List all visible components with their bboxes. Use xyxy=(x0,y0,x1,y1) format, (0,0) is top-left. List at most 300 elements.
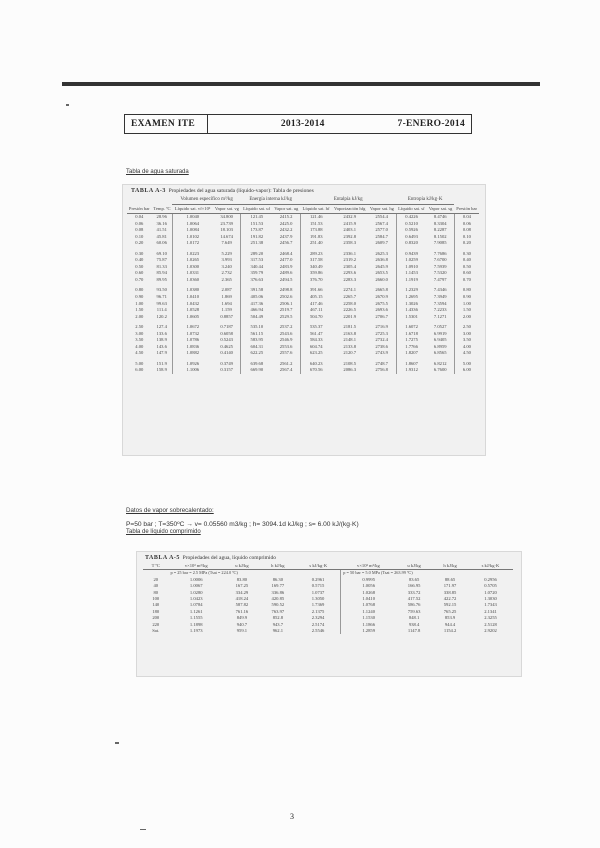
table-cell: 761.16 xyxy=(235,608,249,614)
table-cell: 0.04 xyxy=(454,214,479,221)
table-cell: 151.53 xyxy=(241,221,272,228)
column-header: v×10³ m³/kg xyxy=(169,563,224,570)
table-cell: 2725.3 xyxy=(375,330,388,336)
table-cell: 1.00 xyxy=(454,301,479,308)
table-cell: 1.7766 xyxy=(396,344,427,351)
table-cell: 120.2 xyxy=(156,313,167,319)
table-cell: 1.3050 xyxy=(311,596,325,602)
table-cell: 96.71 xyxy=(156,294,167,300)
table-cell: 121.46 xyxy=(300,214,331,221)
table-cell: 2675.5 xyxy=(375,300,388,306)
table-cell: 2.1341 xyxy=(484,608,497,614)
table-cell: 940.7 xyxy=(236,621,248,627)
table-cell: 166.95 xyxy=(407,583,421,589)
table-cell: 0.20 xyxy=(454,240,479,247)
table-cell: 2693.6 xyxy=(375,307,388,313)
table-cell: 1.0064 xyxy=(172,221,212,228)
table-cell: 1154.2 xyxy=(443,628,457,634)
table-cell: 1.2329 xyxy=(396,283,427,294)
table-cell: 0.60 xyxy=(135,270,144,276)
saturated-table-label: TABLA A-3 xyxy=(131,188,166,194)
table-cell: 111.4 xyxy=(156,307,167,313)
table-cell: 504.49 xyxy=(241,314,272,321)
table-cell: 583.95 xyxy=(241,337,272,344)
table-cell: 121.45 xyxy=(241,214,272,221)
table-cell: 0.9995 xyxy=(341,577,396,583)
column-header: u kJ/kg xyxy=(396,563,432,570)
table-cell: 0.10 xyxy=(454,234,479,241)
table-cell: 1.0380 xyxy=(172,283,212,294)
table-cell: 3.993 xyxy=(221,257,232,263)
table-cell: 763.97 xyxy=(271,608,285,614)
table-cell: 2670.9 xyxy=(375,294,388,300)
table-cell: 2.3294 xyxy=(311,615,325,621)
table-cell: 83.65 xyxy=(408,576,420,582)
table-cell: 1.1973 xyxy=(189,628,203,634)
table-cell: 2.5174 xyxy=(311,621,325,627)
table-cell: 6.8212 xyxy=(433,360,447,366)
table-cell: 251.40 xyxy=(300,240,331,247)
column-header: Presión bar xyxy=(454,205,479,214)
table-cell: 289.20 xyxy=(241,247,272,258)
table-cell: 0.50 xyxy=(454,264,479,271)
compressed-table-grid xyxy=(143,563,513,634)
table-cell: 2494.5 xyxy=(279,276,293,282)
table-cell: 0.10 xyxy=(135,233,144,239)
column-header: Vapor sat. ug xyxy=(272,205,300,214)
table-cell: 1.50 xyxy=(135,307,144,313)
table-cell: 622.25 xyxy=(241,350,272,357)
table-cell: 1.1453 xyxy=(396,270,427,277)
table-cell: 1.159 xyxy=(221,307,232,313)
table-cell: 2283.3 xyxy=(343,276,357,282)
table-cell: 1.1006 xyxy=(172,367,212,374)
table-cell: 133.6 xyxy=(156,330,167,336)
table-cell: 2561.2 xyxy=(279,360,293,366)
table-cell: 0.40 xyxy=(135,257,144,263)
table-cell: 1.0720 xyxy=(484,589,497,595)
table-cell: 759.63 xyxy=(407,608,421,614)
table-cell: 0.90 xyxy=(135,294,144,300)
table-cell: 6.00 xyxy=(135,367,144,373)
top-rule xyxy=(62,82,540,86)
table-cell: 1.1240 xyxy=(341,609,396,615)
table-cell: 2498.8 xyxy=(279,287,293,293)
table-cell: 173.87 xyxy=(241,227,272,234)
table-cell: 7.1271 xyxy=(433,313,447,319)
table-cell: 83.80 xyxy=(236,576,248,582)
table-cell: 2738.6 xyxy=(375,343,388,349)
table-cell: 639.68 xyxy=(241,357,272,368)
table-cell: 2.50 xyxy=(135,324,144,330)
table-cell: 592.15 xyxy=(443,602,457,608)
table-cell: 7.3594 xyxy=(433,300,447,306)
table-cell: 191.82 xyxy=(241,234,272,241)
table-cell: 0.04 xyxy=(135,214,144,219)
table-cell: 2415.9 xyxy=(343,220,357,226)
table-cell: 5.229 xyxy=(221,250,232,256)
table-cell: 943.7 xyxy=(272,621,284,627)
table-cell: 535.37 xyxy=(300,320,331,331)
table-cell: 2358.3 xyxy=(343,240,357,246)
table-cell: 2743.9 xyxy=(375,350,388,356)
compressed-table-caption xyxy=(137,552,521,563)
table-cell: 1.6072 xyxy=(396,320,427,331)
table-cell: 1.0067 xyxy=(189,583,203,589)
table-cell: 1.1898 xyxy=(189,621,203,627)
table-cell: 6.00 xyxy=(454,367,479,374)
condition-50bar: p = 50 bar = 5.0 MPa (Tsat = 263.99 ºC) xyxy=(341,570,513,577)
table-cell: 2.5546 xyxy=(311,628,325,634)
table-cell: 336.86 xyxy=(271,589,285,595)
table-cell: 2537.2 xyxy=(279,324,293,330)
table-cell: 334.29 xyxy=(235,589,249,595)
table-row xyxy=(127,283,479,294)
table-cell: 1.0423 xyxy=(189,596,203,602)
table-cell: 1.8607 xyxy=(396,357,427,368)
table-cell: 417.36 xyxy=(241,301,272,308)
table-cell: 2.732 xyxy=(221,270,232,276)
table-cell: 14.674 xyxy=(220,233,233,239)
table-cell: 2108.5 xyxy=(343,360,357,366)
table-cell: 1.2859 xyxy=(341,628,396,634)
table-cell: Sat. xyxy=(152,628,160,634)
table-cell: 2660.0 xyxy=(375,276,388,282)
table-cell: 8.4746 xyxy=(433,214,447,219)
table-cell: 151.9 xyxy=(156,360,167,366)
table-cell: 338.85 xyxy=(443,589,457,595)
table-cell: 140 xyxy=(152,602,160,608)
table-cell: 2706.7 xyxy=(375,313,388,319)
table-cell: 535.10 xyxy=(241,320,272,331)
table-row xyxy=(127,214,479,221)
table-cell: 1.0786 xyxy=(172,337,212,344)
table-cell: 1.0836 xyxy=(172,344,212,351)
table-cell: 7.649 xyxy=(221,240,232,246)
table-cell: 191.83 xyxy=(300,234,331,241)
table-cell: 7.0527 xyxy=(433,324,447,330)
table-cell: 317.53 xyxy=(241,257,272,264)
saturated-table-caption xyxy=(123,185,485,196)
table-cell: 81.33 xyxy=(156,263,167,269)
table-cell: 4.50 xyxy=(135,350,144,356)
table-cell: 2.9202 xyxy=(484,628,497,634)
table-cell: 1.0040 xyxy=(172,214,212,221)
table-cell: 171.97 xyxy=(443,583,457,589)
table-cell: 1.5301 xyxy=(396,314,427,321)
table-cell: 7.9085 xyxy=(433,240,447,246)
column-header: s kJ/kg·K xyxy=(296,563,341,570)
table-cell: 2425.0 xyxy=(279,220,293,226)
table-cell: 2415.2 xyxy=(279,214,293,219)
table-cell: 2.00 xyxy=(454,314,479,321)
table-cell: 2748.7 xyxy=(375,360,388,366)
table-cell: 1.869 xyxy=(221,294,232,300)
table-cell: 147.9 xyxy=(156,350,167,356)
table-cell: 2258.0 xyxy=(343,300,357,306)
table-cell: 45.81 xyxy=(156,233,167,239)
table-cell: 1.7369 xyxy=(311,602,325,608)
table-cell: 3.50 xyxy=(135,337,144,343)
table-cell: 376.70 xyxy=(300,277,331,284)
table-cell: 2.1375 xyxy=(311,608,325,614)
table-cell: 765.25 xyxy=(443,608,457,614)
table-cell: 2.087 xyxy=(221,287,232,293)
table-cell: 0.7187 xyxy=(220,324,233,330)
table-row xyxy=(143,628,513,634)
table-cell: 3.00 xyxy=(135,330,144,336)
table-cell: 0.08 xyxy=(454,227,479,234)
table-cell: 852.8 xyxy=(272,615,284,621)
table-cell: 2.3255 xyxy=(484,615,497,621)
table-cell: 173.88 xyxy=(300,227,331,234)
table-cell: 1.0732 xyxy=(172,331,212,338)
column-header: Líquido sat. uf xyxy=(241,205,272,214)
table-cell: 2201.9 xyxy=(343,313,357,319)
table-cell: 1.3030 xyxy=(484,596,497,602)
table-cell: 2506.1 xyxy=(279,300,293,306)
superheated-data: P=50 bar ; T=350ºC → v= 0.05560 m3/kg ; h= 3094.1d kJ/kg ; s= 6.00 kJ/(kg·K) xyxy=(126,521,359,528)
table-cell: 1.0882 xyxy=(172,350,212,357)
table-cell: 28.96 xyxy=(156,214,167,219)
table-cell: 2163.8 xyxy=(343,330,357,336)
table-cell: 220 xyxy=(152,621,160,627)
table-cell: 590.52 xyxy=(271,602,285,608)
table-cell: 561.15 xyxy=(241,331,272,338)
table-cell: 7.5320 xyxy=(433,270,447,276)
table-cell: 0.60 xyxy=(454,270,479,277)
table-cell: 2653.5 xyxy=(375,270,388,276)
column-header: u kJ/kg xyxy=(224,563,260,570)
table-cell: 2432.9 xyxy=(343,214,357,219)
table-cell: 1147.8 xyxy=(407,628,421,634)
table-cell: 333.72 xyxy=(407,589,421,595)
table-cell: 1.8207 xyxy=(396,350,427,357)
table-cell: 0.5705 xyxy=(484,583,497,589)
table-cell: 1.0259 xyxy=(396,257,427,264)
table-cell: 7.5939 xyxy=(433,263,447,269)
table-cell: 93.50 xyxy=(156,287,167,293)
table-cell: 6.7600 xyxy=(433,367,447,373)
table-cell: 359.86 xyxy=(300,270,331,277)
table-cell: 1.1261 xyxy=(189,608,203,614)
table-cell: 75.87 xyxy=(156,257,167,263)
table-cell: 417.52 xyxy=(407,596,421,602)
table-cell: 1.0528 xyxy=(172,307,212,314)
exam-date: 7-ENERO-2014 xyxy=(397,119,465,129)
table-cell: 849.9 xyxy=(236,615,248,621)
table-cell: 0.30 xyxy=(454,247,479,258)
table-cell: 138.9 xyxy=(156,337,167,343)
table-cell: 20 xyxy=(153,576,159,582)
column-header: h kJ/kg xyxy=(432,563,468,570)
table-cell: 604.31 xyxy=(241,344,272,351)
table-cell: 40 xyxy=(153,583,159,589)
column-header: Temp. ºC xyxy=(152,205,173,214)
table-cell: 418.24 xyxy=(235,596,249,602)
table-cell: 340.49 xyxy=(300,264,331,271)
table-cell: 6.9405 xyxy=(433,337,447,343)
table-cell: 1.1919 xyxy=(396,277,427,284)
superheated-title: Datos de vapor sobrecalentado: xyxy=(126,507,214,514)
table-cell: 2086.3 xyxy=(343,367,357,373)
table-cell: 0.30 xyxy=(135,250,144,256)
table-cell: 2546.9 xyxy=(279,337,293,343)
table-cell: 0.40 xyxy=(454,257,479,264)
table-cell: 6.9919 xyxy=(433,330,447,336)
table-cell: 3.240 xyxy=(221,263,232,269)
table-cell: 4.50 xyxy=(454,350,479,357)
table-cell: 417.46 xyxy=(300,301,331,308)
table-cell: 1.1530 xyxy=(341,615,396,621)
table-cell: 8.3304 xyxy=(433,220,447,226)
table-cell: 0.8320 xyxy=(396,240,427,247)
table-cell: 3.00 xyxy=(454,331,479,338)
table-cell: 587.82 xyxy=(235,602,249,608)
exam-year: 2013-2014 xyxy=(280,119,325,129)
table-cell: 2519.7 xyxy=(279,307,293,313)
scan-speck xyxy=(140,829,146,830)
table-cell: 405.15 xyxy=(300,294,331,301)
table-cell: 7.3949 xyxy=(433,294,447,300)
column-header: Líquido sat. hf xyxy=(300,205,331,214)
table-cell: 853.9 xyxy=(444,615,456,621)
table-cell: 2437.9 xyxy=(279,233,293,239)
table-cell: 0.08 xyxy=(135,227,144,233)
table-cell: 359.79 xyxy=(241,270,272,277)
saturated-table-caption-text: Propiedades del agua saturada (líquido-vapor): Tabla de presiones xyxy=(168,188,314,194)
table-cell: 0.3749 xyxy=(220,360,233,366)
table-cell: 2432.2 xyxy=(279,227,293,233)
table-cell: 0.90 xyxy=(454,294,479,301)
table-cell: 391.58 xyxy=(241,283,272,294)
group-volume: Volumen específico m³/kg xyxy=(172,196,241,205)
group-enthalpy: Entalpía kJ/kg xyxy=(300,196,396,205)
table-cell: 2319.2 xyxy=(343,257,357,263)
table-cell: 938.4 xyxy=(408,621,420,627)
table-row xyxy=(127,357,479,368)
table-row xyxy=(127,247,479,258)
table-cell: 251.38 xyxy=(241,240,272,247)
table-cell: 962.1 xyxy=(272,628,284,634)
saturated-water-table xyxy=(122,184,486,456)
compressed-liquid-table xyxy=(136,551,522,677)
table-cell: 0.4226 xyxy=(396,214,427,221)
column-header: h kJ/kg xyxy=(260,563,296,570)
table-cell: 2554.4 xyxy=(375,214,388,219)
table-cell: 0.5715 xyxy=(311,583,325,589)
column-header: Vapor sat. hg xyxy=(368,205,396,214)
table-cell: 2.00 xyxy=(135,313,144,319)
table-cell: 1.0926 xyxy=(172,357,212,368)
table-cell: 1.9312 xyxy=(396,367,427,374)
table-cell: 2.5128 xyxy=(484,621,497,627)
table-cell: 2489.6 xyxy=(279,270,293,276)
saturated-table-title: Tabla de agua saturada xyxy=(126,169,189,175)
table-cell: 2502.6 xyxy=(279,294,293,300)
table-cell: 23.739 xyxy=(220,220,233,226)
table-cell: 0.6058 xyxy=(220,330,233,336)
table-cell: 1.0784 xyxy=(189,602,203,608)
table-cell: 2477.0 xyxy=(279,257,293,263)
table-cell: 2392.8 xyxy=(343,233,357,239)
table-cell: 2732.4 xyxy=(375,337,388,343)
table-cell: 1.0605 xyxy=(172,314,212,321)
table-cell: 604.74 xyxy=(300,344,331,351)
group-entropy: Entropía kJ/kg·K xyxy=(396,196,454,205)
table-cell: 7.2233 xyxy=(433,307,447,313)
table-cell: 2529.5 xyxy=(279,313,293,319)
table-cell: 1.0410 xyxy=(341,596,396,602)
table-cell: 669.90 xyxy=(241,367,272,374)
table-cell: 158.9 xyxy=(156,367,167,373)
table-cell: 7.4346 xyxy=(433,287,447,293)
table-cell: 2636.8 xyxy=(375,257,388,263)
table-cell: 0.06 xyxy=(135,220,144,226)
table-cell: 0.5926 xyxy=(396,227,427,234)
table-cell: 1.0280 xyxy=(189,589,203,595)
table-cell: 99.63 xyxy=(156,300,167,306)
table-cell: 1.0672 xyxy=(172,320,212,331)
table-cell: 200 xyxy=(152,615,160,621)
column-header: Presión bar xyxy=(127,205,152,214)
table-cell: 1.0084 xyxy=(172,227,212,234)
table-cell: 670.56 xyxy=(300,367,331,374)
table-cell: 180 xyxy=(152,608,160,614)
table-cell: 1.0172 xyxy=(172,240,212,247)
table-cell: 2756.8 xyxy=(375,367,388,373)
table-cell: 1.1866 xyxy=(341,622,396,628)
table-cell: 2403.1 xyxy=(343,227,357,233)
column-header: s kJ/kg·K xyxy=(468,563,513,570)
table-cell: 944.4 xyxy=(444,621,456,627)
table-cell: 317.58 xyxy=(300,257,331,264)
table-cell: 2456.7 xyxy=(279,240,293,246)
exam-header xyxy=(124,114,472,134)
table-cell: 0.6493 xyxy=(396,234,427,241)
table-cell: 1.0331 xyxy=(172,270,212,277)
table-cell: 127.4 xyxy=(156,324,167,330)
table-cell: 1.0102 xyxy=(172,234,212,241)
table-cell: 1.6718 xyxy=(396,331,427,338)
table-cell: 0.3157 xyxy=(220,367,233,373)
table-cell: 2625.3 xyxy=(375,250,388,256)
table-cell: 85.94 xyxy=(156,270,167,276)
page-number: 3 xyxy=(290,812,294,821)
table-row xyxy=(127,367,479,374)
table-cell: 2120.7 xyxy=(343,350,357,356)
compressed-table-label: TABLA A-5 xyxy=(145,555,180,561)
table-cell: 405.06 xyxy=(241,294,272,301)
table-cell: 420.85 xyxy=(271,596,285,602)
table-cell: 2181.5 xyxy=(343,324,357,330)
table-cell: 1.0300 xyxy=(172,264,212,271)
compressed-table-caption-text: Propiedades del agua, líquido comprimido xyxy=(182,555,276,561)
saturated-table-grid xyxy=(127,196,479,374)
condition-25bar: p = 25 bar = 2.5 MPa (Tsat = 224.0 ºC) xyxy=(170,570,238,576)
table-cell: 167.25 xyxy=(235,583,249,589)
table-cell: 1.0265 xyxy=(172,257,212,264)
table-cell: 2567.4 xyxy=(375,220,388,226)
table-cell: 2293.6 xyxy=(343,270,357,276)
group-energy: Energía interna kJ/kg xyxy=(241,196,300,205)
table-cell: 2645.9 xyxy=(375,263,388,269)
table-cell: 2609.7 xyxy=(375,240,388,246)
scan-speck xyxy=(66,104,69,106)
table-cell: 623.25 xyxy=(300,350,331,357)
table-cell: 1.0910 xyxy=(396,264,427,271)
table-cell: 0.20 xyxy=(135,240,144,246)
